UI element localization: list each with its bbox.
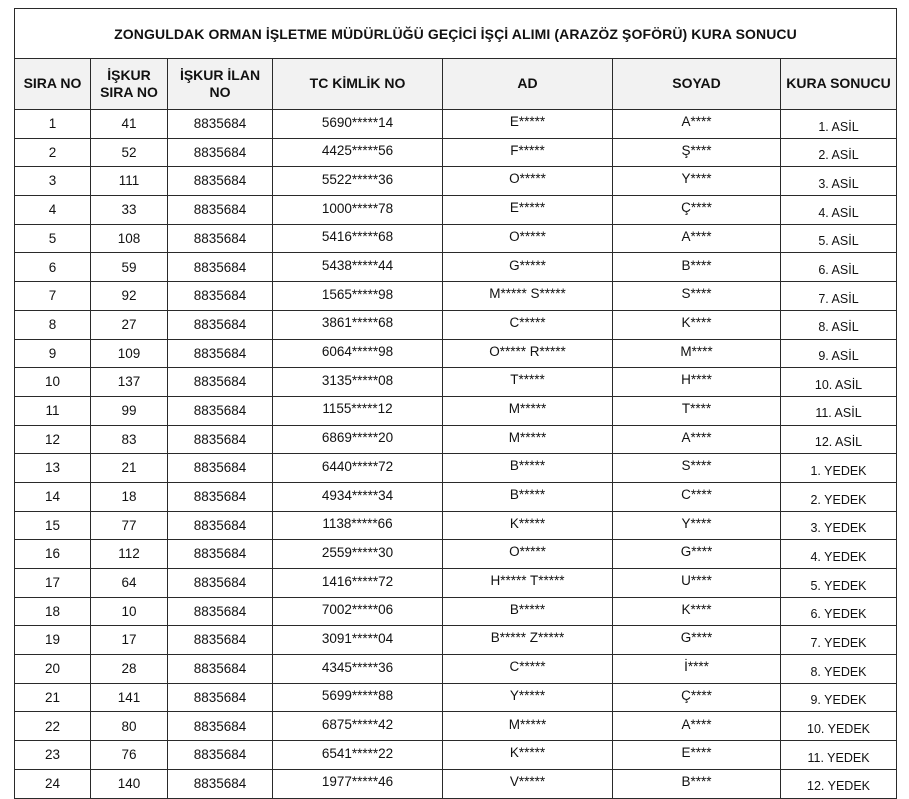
sira-no-cell: 2 [15,138,91,167]
sira-no-cell: 24 [15,769,91,798]
tc-kimlik-cell: 5416*****68 [273,224,443,253]
header-row [15,59,897,110]
kura-sonucu-cell: 1. ASİL [781,110,897,139]
ilan-no-cell: 8835684 [168,339,273,368]
ad-cell: B***** Z***** [443,626,613,655]
table-row [15,110,897,139]
kura-sonucu-cell: 2. YEDEK [781,482,897,511]
table-row [15,253,897,282]
sira-no-cell: 13 [15,454,91,483]
ad-cell: K***** [443,511,613,540]
table-row [15,396,897,425]
tc-kimlik-cell: 3861*****68 [273,310,443,339]
iskur-sira-cell: 27 [91,310,168,339]
iskur-sira-cell: 17 [91,626,168,655]
sira-no-cell: 6 [15,253,91,282]
ilan-no-cell: 8835684 [168,511,273,540]
iskur-sira-cell: 52 [91,138,168,167]
table-row [15,626,897,655]
sira-no-cell: 4 [15,196,91,225]
table-row [15,683,897,712]
ilan-no-cell: 8835684 [168,110,273,139]
kura-sonucu-cell: 2. ASİL [781,138,897,167]
ilan-no-cell: 8835684 [168,138,273,167]
ilan-no-cell: 8835684 [168,626,273,655]
ad-cell: E***** [443,196,613,225]
ad-cell: O***** [443,167,613,196]
sira-no-cell: 5 [15,224,91,253]
iskur-sira-cell: 10 [91,597,168,626]
tc-kimlik-cell: 6869*****20 [273,425,443,454]
sira-no-cell: 8 [15,310,91,339]
tc-kimlik-cell: 5699*****88 [273,683,443,712]
soyad-cell: G**** [613,626,781,655]
sira-no-cell: 7 [15,282,91,311]
table-row [15,511,897,540]
tc-kimlik-cell: 6064*****98 [273,339,443,368]
table-row [15,482,897,511]
kura-sonucu-cell: 9. YEDEK [781,683,897,712]
col-header-tc-kimlik-no: TC KİMLİK NO [273,59,443,110]
tc-kimlik-cell: 4345*****36 [273,655,443,684]
ad-cell: G***** [443,253,613,282]
soyad-cell: U**** [613,569,781,598]
sira-no-cell: 22 [15,712,91,741]
tc-kimlik-cell: 4934*****34 [273,482,443,511]
kura-sonucu-cell: 8. YEDEK [781,655,897,684]
table-row [15,196,897,225]
ilan-no-cell: 8835684 [168,224,273,253]
table-row [15,310,897,339]
ad-cell: O***** R***** [443,339,613,368]
iskur-sira-cell: 18 [91,482,168,511]
ilan-no-cell: 8835684 [168,540,273,569]
soyad-cell: A**** [613,224,781,253]
iskur-sira-cell: 83 [91,425,168,454]
ilan-no-cell: 8835684 [168,167,273,196]
soyad-cell: S**** [613,454,781,483]
ilan-no-cell: 8835684 [168,196,273,225]
col-header-iskur-sira-no: İŞKUR SIRA NO [91,59,168,110]
iskur-sira-cell: 59 [91,253,168,282]
soyad-cell: A**** [613,425,781,454]
table-row [15,425,897,454]
kura-sonucu-cell: 8. ASİL [781,310,897,339]
sira-no-cell: 10 [15,368,91,397]
soyad-cell: İ**** [613,655,781,684]
ad-cell: C***** [443,655,613,684]
ad-cell: F***** [443,138,613,167]
tc-kimlik-cell: 5522*****36 [273,167,443,196]
ilan-no-cell: 8835684 [168,482,273,511]
kura-sonucu-cell: 4. ASİL [781,196,897,225]
ad-cell: H***** T***** [443,569,613,598]
sira-no-cell: 20 [15,655,91,684]
kura-sonucu-cell: 10. ASİL [781,368,897,397]
soyad-cell: K**** [613,597,781,626]
iskur-sira-cell: 41 [91,110,168,139]
soyad-cell: K**** [613,310,781,339]
table-body [15,110,897,799]
ad-cell: B***** [443,597,613,626]
iskur-sira-cell: 92 [91,282,168,311]
tc-kimlik-cell: 1565*****98 [273,282,443,311]
ad-cell: M***** [443,396,613,425]
table-row [15,454,897,483]
soyad-cell: A**** [613,712,781,741]
result-sheet [14,8,896,799]
table-row [15,282,897,311]
iskur-sira-cell: 33 [91,196,168,225]
ilan-no-cell: 8835684 [168,769,273,798]
soyad-cell: A**** [613,110,781,139]
ilan-no-cell: 8835684 [168,368,273,397]
sira-no-cell: 15 [15,511,91,540]
iskur-sira-cell: 140 [91,769,168,798]
col-header-ad: AD [443,59,613,110]
table-row [15,167,897,196]
ad-cell: M***** S***** [443,282,613,311]
tc-kimlik-cell: 5690*****14 [273,110,443,139]
table-row [15,655,897,684]
ad-cell: B***** [443,482,613,511]
tc-kimlik-cell: 1416*****72 [273,569,443,598]
soyad-cell: S**** [613,282,781,311]
ilan-no-cell: 8835684 [168,569,273,598]
soyad-cell: Y**** [613,167,781,196]
kura-sonucu-cell: 6. YEDEK [781,597,897,626]
ilan-no-cell: 8835684 [168,454,273,483]
iskur-sira-cell: 28 [91,655,168,684]
tc-kimlik-cell: 6440*****72 [273,454,443,483]
kura-sonucu-cell: 10. YEDEK [781,712,897,741]
kura-sonucu-cell: 7. ASİL [781,282,897,311]
sira-no-cell: 1 [15,110,91,139]
ad-cell: K***** [443,741,613,770]
tc-kimlik-cell: 6875*****42 [273,712,443,741]
ad-cell: E***** [443,110,613,139]
iskur-sira-cell: 21 [91,454,168,483]
table-row [15,741,897,770]
soyad-cell: B**** [613,769,781,798]
ad-cell: B***** [443,454,613,483]
kura-sonucu-cell: 3. YEDEK [781,511,897,540]
tc-kimlik-cell: 1977*****46 [273,769,443,798]
table-row [15,224,897,253]
sira-no-cell: 21 [15,683,91,712]
iskur-sira-cell: 108 [91,224,168,253]
kura-sonucu-cell: 3. ASİL [781,167,897,196]
kura-sonucu-cell: 12. YEDEK [781,769,897,798]
table-row [15,569,897,598]
soyad-cell: B**** [613,253,781,282]
sira-no-cell: 11 [15,396,91,425]
kura-sonucu-cell: 11. YEDEK [781,741,897,770]
table-row [15,712,897,741]
tc-kimlik-cell: 7002*****06 [273,597,443,626]
iskur-sira-cell: 77 [91,511,168,540]
tc-kimlik-cell: 1138*****66 [273,511,443,540]
iskur-sira-cell: 137 [91,368,168,397]
ad-cell: O***** [443,224,613,253]
iskur-sira-cell: 99 [91,396,168,425]
kura-sonucu-cell: 6. ASİL [781,253,897,282]
col-header-soyad: SOYAD [613,59,781,110]
iskur-sira-cell: 76 [91,741,168,770]
soyad-cell: T**** [613,396,781,425]
tc-kimlik-cell: 5438*****44 [273,253,443,282]
kura-sonucu-cell: 1. YEDEK [781,454,897,483]
ad-cell: M***** [443,712,613,741]
soyad-cell: C**** [613,482,781,511]
soyad-cell: E**** [613,741,781,770]
soyad-cell: Ş**** [613,138,781,167]
tc-kimlik-cell: 2559*****30 [273,540,443,569]
tc-kimlik-cell: 6541*****22 [273,741,443,770]
kura-sonucu-cell: 12. ASİL [781,425,897,454]
ilan-no-cell: 8835684 [168,597,273,626]
iskur-sira-cell: 80 [91,712,168,741]
ad-cell: Y***** [443,683,613,712]
table-row [15,769,897,798]
ad-cell: M***** [443,425,613,454]
soyad-cell: M**** [613,339,781,368]
kura-sonucu-cell: 7. YEDEK [781,626,897,655]
soyad-cell: Ç**** [613,683,781,712]
soyad-cell: Y**** [613,511,781,540]
soyad-cell: Ç**** [613,196,781,225]
table-row [15,368,897,397]
tc-kimlik-cell: 3135*****08 [273,368,443,397]
ilan-no-cell: 8835684 [168,396,273,425]
table-row [15,138,897,167]
iskur-sira-cell: 112 [91,540,168,569]
tc-kimlik-cell: 4425*****56 [273,138,443,167]
iskur-sira-cell: 64 [91,569,168,598]
ilan-no-cell: 8835684 [168,253,273,282]
ilan-no-cell: 8835684 [168,425,273,454]
table-row [15,597,897,626]
kura-sonucu-cell: 5. ASİL [781,224,897,253]
table-row [15,540,897,569]
tc-kimlik-cell: 3091*****04 [273,626,443,655]
soyad-cell: H**** [613,368,781,397]
kura-sonucu-cell: 4. YEDEK [781,540,897,569]
iskur-sira-cell: 109 [91,339,168,368]
sira-no-cell: 14 [15,482,91,511]
ad-cell: C***** [443,310,613,339]
sira-no-cell: 19 [15,626,91,655]
col-header-iskur-ilan-no: İŞKUR İLAN NO [168,59,273,110]
iskur-sira-cell: 111 [91,167,168,196]
tc-kimlik-cell: 1000*****78 [273,196,443,225]
col-header-kura-sonucu: KURA SONUCU [781,59,897,110]
ad-cell: V***** [443,769,613,798]
ilan-no-cell: 8835684 [168,310,273,339]
kura-sonucu-cell: 5. YEDEK [781,569,897,598]
sira-no-cell: 9 [15,339,91,368]
sira-no-cell: 16 [15,540,91,569]
kura-sonucu-cell: 9. ASİL [781,339,897,368]
sira-no-cell: 17 [15,569,91,598]
sira-no-cell: 18 [15,597,91,626]
ilan-no-cell: 8835684 [168,683,273,712]
ilan-no-cell: 8835684 [168,741,273,770]
tc-kimlik-cell: 1155*****12 [273,396,443,425]
ilan-no-cell: 8835684 [168,655,273,684]
iskur-sira-cell: 141 [91,683,168,712]
table-row [15,339,897,368]
results-table [14,8,897,799]
ad-cell: O***** [443,540,613,569]
sira-no-cell: 3 [15,167,91,196]
soyad-cell: G**** [613,540,781,569]
col-header-sira-no: SIRA NO [15,59,91,110]
sira-no-cell: 12 [15,425,91,454]
ilan-no-cell: 8835684 [168,712,273,741]
kura-sonucu-cell: 11. ASİL [781,396,897,425]
table-title: ZONGULDAK ORMAN İŞLETME MÜDÜRLÜĞÜ GEÇİCİ İŞÇİ ALIMI (ARAZÖZ ŞOFÖRÜ) KURA SONUCU [15,9,897,59]
ilan-no-cell: 8835684 [168,282,273,311]
sira-no-cell: 23 [15,741,91,770]
ad-cell: T***** [443,368,613,397]
